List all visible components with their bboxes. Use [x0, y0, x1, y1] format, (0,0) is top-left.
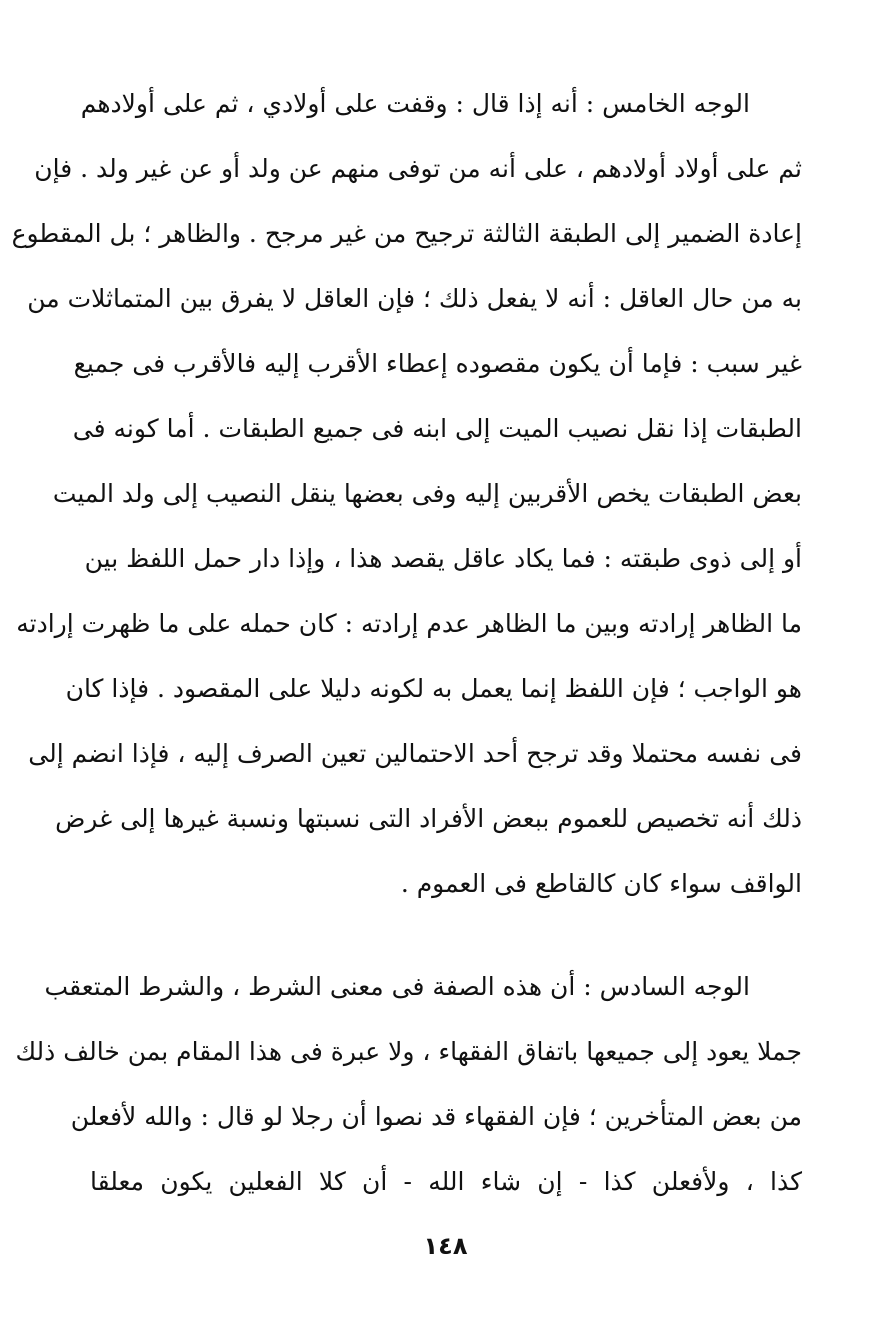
text-line: ثم على أولاد أولادهم ، على أنه من توفى منهم عن ولد أو عن غير ولد . فإن	[34, 154, 802, 183]
text-line: غير سبب : فإما أن يكون مقصوده إعطاء الأقرب إليه فالأقرب فى جميع	[73, 349, 802, 378]
text-line: ذلك أنه تخصيص للعموم ببعض الأفراد التى نسبتها ونسبة غيرها إلى غرض	[55, 804, 802, 833]
text-line: جملا يعود إلى جميعها باتفاق الفقهاء ، ولا عبرة فى هذا المقام بمن خالف ذلك	[15, 1037, 802, 1066]
text-line: الوجه السادس : أن هذه الصفة فى معنى الشرط ، والشرط المتعقب	[44, 972, 750, 1001]
text-line: أو إلى ذوى طبقته : فما يكاد عاقل يقصد هذا ، وإذا دار حمل اللفظ بين	[84, 544, 802, 573]
text-line: الطبقات إذا نقل نصيب الميت إلى ابنه فى جميع الطبقات . أما كونه فى	[72, 414, 802, 443]
text-line: فى نفسه محتملا وقد ترجح أحد الاحتمالين تعين الصرف إليه ، فإذا انضم إلى	[28, 739, 802, 768]
text-line: الواقف سواء كان كالقاطع فى العموم .	[400, 869, 802, 898]
page-number: ١٤٨	[423, 1232, 468, 1260]
text-line: إعادة الضمير إلى الطبقة الثالثة ترجيح من غير مرجح . والظاهر ؛ بل المقطوع	[11, 219, 802, 248]
text-line: به من حال العاقل : أنه لا يفعل ذلك ؛ فإن العاقل لا يفرق بين المتماثلات من	[27, 284, 802, 313]
text-line: ما الظاهر إرادته وبين ما الظاهر عدم إرادته : كان حمله على ما ظهرت إرادته	[16, 609, 802, 638]
text-line: هو الواجب ؛ فإن اللفظ إنما يعمل به لكونه دليلا على المقصود . فإذا كان	[65, 674, 802, 703]
text-line: الوجه الخامس : أنه إذا قال : وقفت على أولادي ، ثم على أولادهم	[80, 89, 750, 118]
text-line: كذا ، ولأفعلن كذا - إن شاء الله - أن كلا الفعلين يكون معلقا	[90, 1167, 802, 1196]
text-line: من بعض المتأخرين ؛ فإن الفقهاء قد نصوا أن رجلا لو قال : والله لأفعلن	[70, 1102, 802, 1131]
text-line: بعض الطبقات يخص الأقربين إليه وفى بعضها ينقل النصيب إلى ولد الميت	[52, 479, 802, 508]
